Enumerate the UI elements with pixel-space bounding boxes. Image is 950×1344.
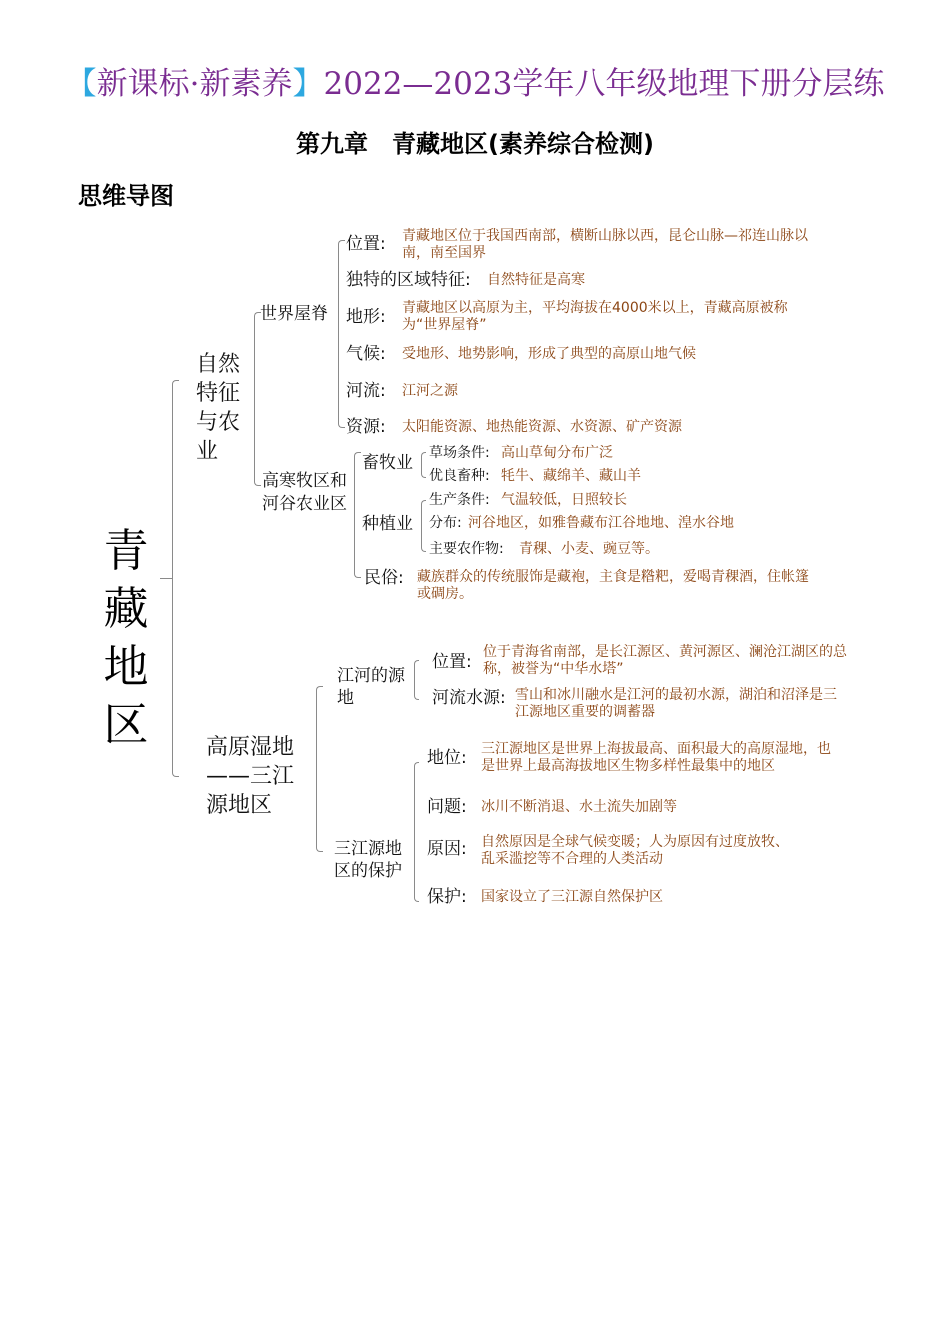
livestock-label: 畜牧业 xyxy=(362,453,413,473)
key-customs: 民俗: xyxy=(364,568,404,588)
key-water-source: 河流水源: xyxy=(432,688,506,708)
value-location: 青藏地区位于我国西南部，横断山脉以西，昆仑山脉—祁连山脉以南，南至国界 xyxy=(402,228,808,261)
sub-river-source: 江河的源地 xyxy=(337,666,405,708)
key-problems: 问题: xyxy=(427,797,467,817)
key-production: 生产条件: xyxy=(429,492,490,508)
bracket-open: 【 xyxy=(65,66,97,102)
value-distribution: 河谷地区，如雅鲁藏布江谷地地、湟水谷地 xyxy=(468,515,734,531)
value-crops: 青稞、小麦、豌豆等。 xyxy=(519,541,659,557)
river-source-bracket xyxy=(414,660,419,700)
chapter-title: 第九章 青藏地区(素养综合检测) xyxy=(296,130,654,158)
value-protection: 国家设立了三江源自然保护区 xyxy=(481,889,663,905)
root-char-2: 藏 xyxy=(103,582,149,635)
key-crops: 主要农作物: xyxy=(429,541,504,557)
bracket-label: 新课标·新素养 xyxy=(96,66,293,102)
branch2-bracket xyxy=(316,686,323,852)
key-terrain: 地形: xyxy=(346,307,386,327)
value-grassland: 高山草甸分布广泛 xyxy=(501,445,613,461)
root-char-4: 区 xyxy=(103,698,149,751)
value-causes: 自然原因是全球气候变暖；人为原因有过度放牧、乱采滥挖等不合理的人类活动 xyxy=(481,834,789,867)
farming-bracket xyxy=(421,500,426,552)
key-grassland: 草场条件: xyxy=(429,445,490,461)
key-protection: 保护: xyxy=(427,887,467,907)
key-resources: 资源: xyxy=(346,417,386,437)
root-char-1: 青 xyxy=(103,524,149,577)
world-roof-bracket xyxy=(338,240,345,428)
sub-world-roof: 世界屋脊 xyxy=(260,304,328,324)
branch-sanjiangyuan: 高原湿地——三江源地区 xyxy=(206,735,295,818)
key-climate: 气候: xyxy=(346,344,386,364)
value-regional-feature: 自然特征是高寒 xyxy=(487,272,585,288)
root-bracket xyxy=(172,380,179,777)
value-terrain: 青藏地区以高原为主，平均海拔在4000米以上，青藏高原被称为“世界屋脊” xyxy=(402,300,788,333)
value-water-source: 雪山和冰川融水是江河的最初水源，湖泊和沼泽是三江源地区重要的调蓄器 xyxy=(515,687,837,720)
key-rivers: 河流: xyxy=(346,381,386,401)
bracket-close: 】 xyxy=(292,66,324,102)
key-distribution: 分布: xyxy=(429,515,462,531)
key-status: 地位: xyxy=(427,748,467,768)
value-rivers: 江河之源 xyxy=(402,383,458,399)
key-source-location: 位置: xyxy=(432,652,472,672)
value-source-location: 位于青海省南部，是长江源区、黄河源区、澜沧江湖区的总称，被誉为“中华水塔” xyxy=(483,644,847,677)
value-problems: 冰川不断消退、水土流失加剧等 xyxy=(481,799,677,815)
section-title: 思维导图 xyxy=(78,182,174,210)
root-connector xyxy=(160,578,173,579)
value-production: 气温较低，日照较长 xyxy=(501,492,627,508)
branch-natural-features: 自然特征与农业 xyxy=(196,352,241,464)
key-regional-feature: 独特的区域特征: xyxy=(346,270,471,290)
value-climate: 受地形、地势影响，形成了典型的高原山地气候 xyxy=(402,346,696,362)
sub-pastoral-farming xyxy=(262,470,347,516)
sub-protection: 三江源地区的保护 xyxy=(334,839,402,881)
branch1-bracket xyxy=(254,312,261,486)
root-char-3: 地 xyxy=(103,640,149,693)
series-title: 2022—2023学年八年级地理下册分层练 xyxy=(323,66,885,102)
series-banner xyxy=(0,58,950,103)
value-customs: 藏族群众的传统服饰是藏袍，主食是糌粑，爱喝青稞酒，住帐篷或碉房。 xyxy=(417,569,809,602)
key-location: 位置: xyxy=(346,234,386,254)
sub-pastoral-farming-line2: 河谷农业区 xyxy=(262,494,347,514)
value-resources: 太阳能资源、地热能资源、水资源、矿产资源 xyxy=(402,419,682,435)
livestock-bracket xyxy=(421,452,426,478)
value-status: 三江源地区是世界上海拔最高、面积最大的高原湿地，也是世界上最高海拔地区生物多样性最集中的地区 xyxy=(481,741,831,774)
protection-bracket xyxy=(414,762,419,902)
farming-label: 种植业 xyxy=(362,514,413,534)
key-breeds: 优良畜种: xyxy=(429,468,490,484)
pastoral-bracket xyxy=(354,452,361,578)
key-causes: 原因: xyxy=(427,839,467,859)
sub-pastoral-farming-line1: 高寒牧区和 xyxy=(262,471,347,491)
value-breeds: 牦牛、藏绵羊、藏山羊 xyxy=(501,468,641,484)
